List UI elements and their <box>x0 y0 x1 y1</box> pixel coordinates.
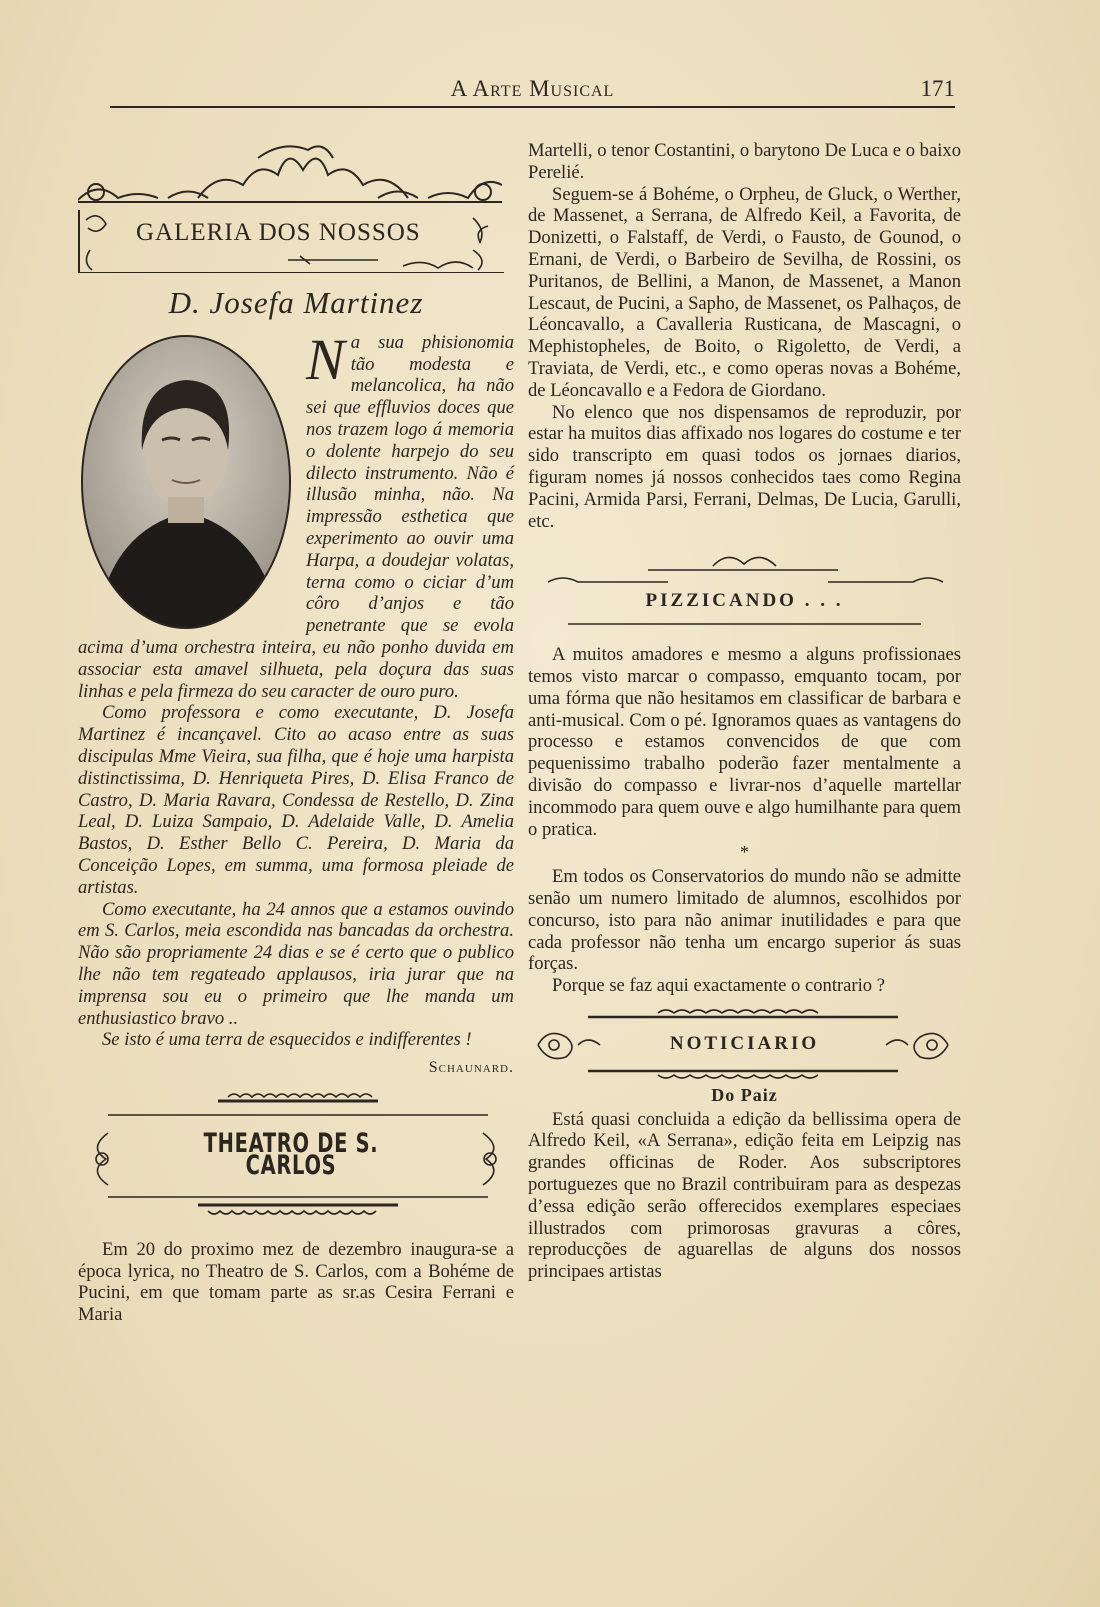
pizzicando-ornament <box>528 546 961 590</box>
signature: Schaunard. <box>428 1059 514 1077</box>
right-column <box>528 140 961 1283</box>
galeria-paragraph-3: Como executante, ha 24 annos que a estamos ouvindo em S. Carlos, meia escondida nas bancadas da orchestra. Não são propriamente 24 dias e se é certo que o publico lhe não tem regateado applausos, iria jurar que na imprensa sou eu o primeiro que lhe manda um enthusiastico bravo .. <box>78 898 514 1029</box>
theatro-paragraph: Em 20 do proximo mez de dezembro inaugura-se a época lyrica, no Theatro de S. Carlos, com a Bohéme de Pucini, em que tomam parte as sr.as Cesira Ferrani e Maria <box>78 1238 514 1326</box>
noticiario-heading <box>528 1007 961 1081</box>
noticiario-subtitle: Do Paiz <box>711 1084 778 1105</box>
theatro-title: THEATRO DE S. CARLOS <box>203 1127 379 1181</box>
galeria-title: GALERIA DOS NOSSOS <box>136 219 421 246</box>
pizzicando-paragraph-1: A muitos amadores e mesmo a alguns profissionaes temos visto marcar o compasso, emquanto tocam, por uma fórma que não hesitamos em classificar de barbara e anti-musical. Com o pé. Ignoramos quaes as vantagens do processo e estamos convencidos de que com pequenissimo trabalho poderão fazer mentalmente a divisão do compasso e livrar-nos d’aquelle martellar incommodo para quem ouve e algo humilhante para quem o pratica. <box>528 644 961 840</box>
galeria-corner-ornament <box>78 210 502 280</box>
person-name: D. Josefa Martinez <box>168 285 424 320</box>
galeria-paragraph-4: Se isto é uma terra de esquecidos e indifferentes ! <box>102 1029 472 1051</box>
noticiario-title: NOTICIARIO <box>669 1032 820 1054</box>
pizzicando-rule <box>528 618 961 630</box>
header-rule <box>110 106 955 108</box>
page-number: 171 <box>920 76 955 101</box>
opera-cast-paragraph: Martelli, o tenor Costantini, o barytono De Luca e o baixo Perelié. <box>528 140 961 183</box>
theatro-heading <box>78 1093 514 1223</box>
galeria-ornament <box>78 140 502 220</box>
pizzicando-paragraph-2: Em todos os Conservatorios do mundo não se admitte senão um numero limitado de alumnos, escolhidos por concurso, isto para não animar inutilidades e para que cada professor não tenha um encargo superior ás suas forças. <box>528 866 961 975</box>
galeria-paragraph-2: Como professora e como executante, D. Josefa Martinez é incançavel. Cito ao acaso entre as suas discipulas Mme Vieira, sua filha, que é hoje uma harpista distinctissima, D. Henriqueta Pires, D. Elisa Franco de Castro, D. Maria Ravara, Condessa de Restello, D. Zina Leal, D. Luiza Sampaio, D. Adelaide Valle, D. Amelia Bastos, D. Esther Bello C. Pereira, D. Maria da Conceição Lopes, em summa, uma formosa pleiade de artistas. <box>78 702 514 898</box>
noticiario-paragraph: Está quasi concluida a edição da bellissima opera de Alfredo Keil, «A Serrana», edição feita em Leipzig nas grandes officinas de Roder. Aos subscriptores portuguezes que no Brazil contribuiram para as despezas d’essa edição serão offerecidos exemplares especiaes illustrados com primorosas gravuras a côres, reproducções de aguarellas de alguns dos nossos principaes artistas <box>528 1108 961 1283</box>
elenco-paragraph: No elenco que nos dispensamos de reproduzir, por estar ha muitos dias affixado nos logares do costume e ter sido transcripto em quasi todos os jornaes diarios, figuram nomes já nossos conhecidos taes como Regina Pacini, Armida Parsi, Ferrani, Delmas, De Lucia, Garulli, etc. <box>528 401 961 532</box>
left-column <box>78 140 514 1326</box>
repertoire-paragraph: Seguem-se á Bohéme, o Orpheu, de Gluck, o Werther, de Massenet, a Serrana, de Alfredo Keil, a Favorita, de Donizetti, o Falstaff, de Verdi, o Fausto, de Gounod, o Ernani, de Verdi, o Barbeiro de Sevilha, de Rossini, os Puritanos, de Bellini, a Manon, de Massenet, a Manon Lescaut, de Pucini, a Sapho, de Massenet, os Palhaços, de Léoncavallo, a Cavalleria Rusticana, de Mascagni, o Mephistopheles, de Boito, o Rigoletto, de Verdi, a Traviata, de Verdi, etc., e como operas novas a Bohéme, de Léoncavallo e a Fedora de Giordano. <box>528 183 961 401</box>
page-header <box>110 76 955 106</box>
pizzicando-paragraph-3: Porque se faz aqui exactamente o contrario ? <box>552 975 885 997</box>
section-star: * <box>740 842 749 863</box>
pizzicando-title: PIZZICANDO . . . <box>645 590 844 612</box>
journal-title: A Arte Musical <box>450 76 615 101</box>
drop-cap: N <box>306 326 345 392</box>
galeria-heading <box>78 140 514 276</box>
portrait <box>76 332 296 632</box>
galeria-lead-paragraph: a sua phisionomia tão modesta e melancolica, ha não sei que effluvios doces que nos trazem logo á memoria o dolente harpejo do seu dilecto instrumento. Não é illusão minha, não. Na impressão esthetica que experimento ao ouvir uma Harpa, a doudejar volatas, terna como o ciciar d’um côro d’anjos e tão penetrante que se evola acima d’uma orchestra inteira, eu não ponho duvida em associar esta amavel silhueta, pela doçura das suas linhas e pela firmeza do seu caracter de ouro puro. <box>78 331 514 702</box>
portrait-image <box>76 332 296 632</box>
